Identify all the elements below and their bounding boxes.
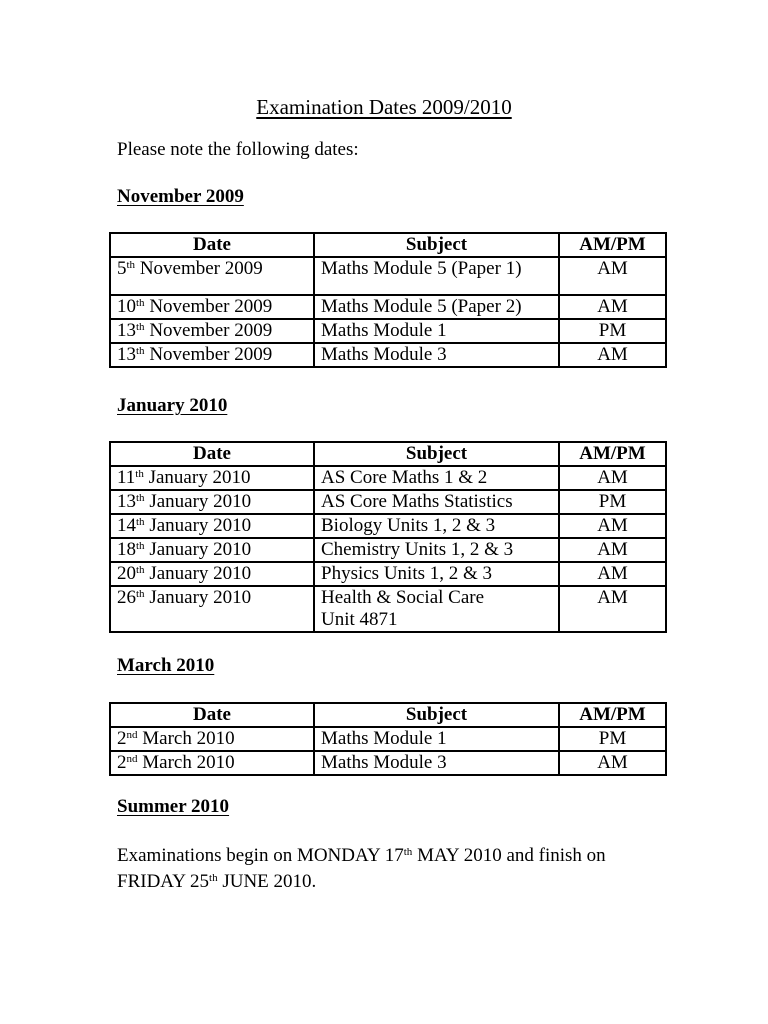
header-date: Date (110, 442, 314, 466)
header-date: Date (110, 703, 314, 727)
table-row (110, 562, 666, 586)
subject-cell: Biology Units 1, 2 & 3 (314, 514, 559, 538)
date-cell: 14th January 2010 (110, 514, 314, 538)
date-cell: 20th January 2010 (110, 562, 314, 586)
ampm-cell: AM (559, 295, 666, 319)
table-row (110, 257, 666, 295)
table-row (110, 466, 666, 490)
date-cell: 10th November 2009 (110, 295, 314, 319)
date-cell: 13th January 2010 (110, 490, 314, 514)
date-cell: 2nd March 2010 (110, 751, 314, 775)
table-header-row (110, 233, 666, 257)
date-cell: 26th January 2010 (110, 586, 314, 632)
section-heading-summer: Summer 2010 (117, 796, 230, 817)
header-subject: Subject (314, 442, 559, 466)
date-cell: 5th November 2009 (110, 257, 314, 295)
table-header-row (110, 442, 666, 466)
table-row (110, 538, 666, 562)
table-row (110, 295, 666, 319)
table-row (110, 490, 666, 514)
header-ampm: AM/PM (559, 233, 666, 257)
ampm-cell: AM (559, 514, 666, 538)
date-cell: 11th January 2010 (110, 466, 314, 490)
date-cell: 13th November 2009 (110, 343, 314, 367)
header-ampm: AM/PM (559, 442, 666, 466)
subject-cell: Maths Module 3 (314, 343, 559, 367)
header-subject: Subject (314, 703, 559, 727)
section-heading-march: March 2010 (117, 655, 215, 676)
subject-cell: Maths Module 1 (314, 319, 559, 343)
table-row (110, 319, 666, 343)
header-ampm: AM/PM (559, 703, 666, 727)
date-cell: 2nd March 2010 (110, 727, 314, 751)
table-row (110, 343, 666, 367)
table-header-row (110, 703, 666, 727)
table-row (110, 586, 666, 632)
table-row (110, 514, 666, 538)
table-row (110, 751, 666, 775)
ampm-cell: AM (559, 586, 666, 632)
page-title: Examination Dates 2009/2010 (256, 95, 512, 119)
subject-cell: AS Core Maths 1 & 2 (314, 466, 559, 490)
ampm-cell: PM (559, 319, 666, 343)
subject-cell: AS Core Maths Statistics (314, 490, 559, 514)
date-cell: 13th November 2009 (110, 319, 314, 343)
section-heading-november: November 2009 (117, 186, 244, 207)
date-cell: 18th January 2010 (110, 538, 314, 562)
subject-cell: Maths Module 3 (314, 751, 559, 775)
ampm-cell: AM (559, 538, 666, 562)
ampm-cell: AM (559, 562, 666, 586)
subject-cell: Maths Module 1 (314, 727, 559, 751)
subject-cell: Maths Module 5 (Paper 2) (314, 295, 559, 319)
ampm-cell: PM (559, 727, 666, 751)
exam-table-november (109, 232, 667, 368)
ampm-cell: PM (559, 490, 666, 514)
ampm-cell: AM (559, 466, 666, 490)
subject-cell: Health & Social Care Unit 4871 (314, 586, 559, 632)
subject-cell: Maths Module 5 (Paper 1) (314, 257, 559, 295)
ampm-cell: AM (559, 343, 666, 367)
subject-cell: Chemistry Units 1, 2 & 3 (314, 538, 559, 562)
header-subject: Subject (314, 233, 559, 257)
subject-cell: Physics Units 1, 2 & 3 (314, 562, 559, 586)
summer-paragraph: Examinations begin on MONDAY 17th MAY 2010 and finish on FRIDAY 25th JUNE 2010. (117, 845, 606, 892)
intro-text: Please note the following dates: (117, 139, 359, 160)
exam-table-january (109, 441, 667, 633)
header-date: Date (110, 233, 314, 257)
ampm-cell: AM (559, 257, 666, 295)
exam-table-march (109, 702, 667, 776)
table-row (110, 727, 666, 751)
section-heading-january: January 2010 (117, 395, 228, 416)
ampm-cell: AM (559, 751, 666, 775)
